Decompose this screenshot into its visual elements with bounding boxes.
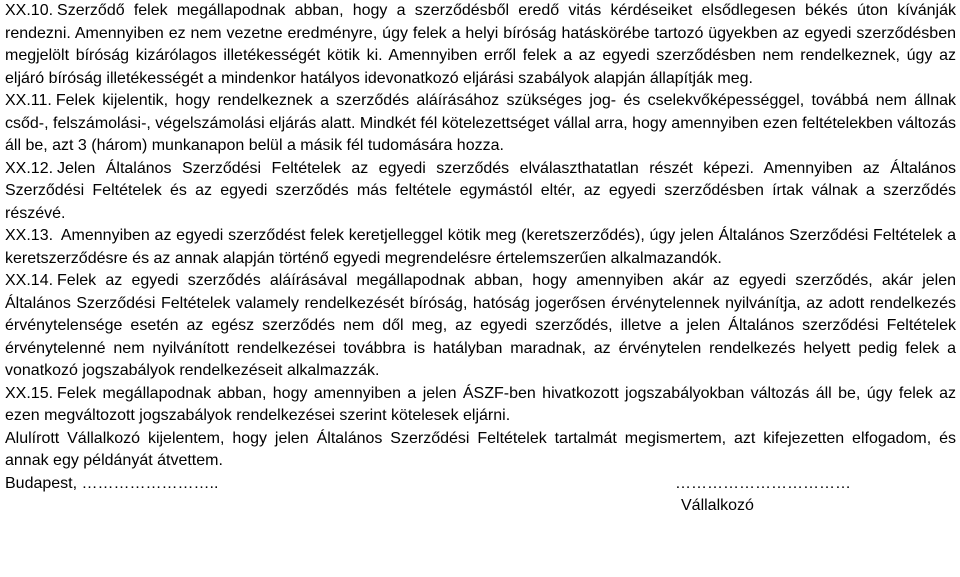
signature-label: Vállalkozó	[681, 496, 754, 514]
clause-number: XX.15.	[5, 384, 54, 402]
declaration-text: Alulírott Vállalkozó kijelentem, hogy jelen Általános Szerződési Feltételek tartalmát megismertem, azt kifejezetten elfogadom, és annak egy példányát átvettem.	[5, 429, 956, 469]
clause-xx14	[5, 270, 956, 383]
signature-block	[5, 473, 956, 517]
clause-xx10	[5, 0, 956, 90]
place-and-date: Budapest, ……………………..	[5, 474, 219, 492]
clause-number: XX.12.	[5, 159, 54, 177]
clause-number: XX.13.	[5, 227, 54, 244]
clause-xx15	[5, 383, 956, 428]
clause-number: XX.11.	[5, 92, 52, 109]
clause-number: XX.14.	[5, 272, 54, 289]
clause-text: Felek az egyedi szerződés aláírásával megállapodnak abban, hogy amennyiben akár az egyedi szerződés, akár jelen Általános Szerződési Feltételek valamely rendelkezését bíróság, hatóság jogerősen érvénytelennek nyilvánítja, az adott rendelkezés érvénytelensége esetén az egész szerződés nem dől meg, az egyedi szerződés, illetve a jelen Általános szerződési Feltételek érvénytelenné nem nyilvánított rendelkezései továbbra is hatályban maradnak, az érvénytelen rendelkezés helyett pedig felek a vonatkozó jogszabályok rendelkezéseit alkalmazzák.	[5, 272, 956, 379]
clause-text: Felek megállapodnak abban, hogy amennyiben a jelen ÁSZF-ben hivatkozott jogszabályokban változás áll be, úgy felek az ezen megváltozott jogszabályok rendelkezései szerint kötelesek eljárni.	[5, 384, 956, 424]
clause-text: Felek kijelentik, hogy rendelkeznek a szerződés aláírásához szükséges jog- és cselekvőképességgel, továbbá nem állnak csőd-, felszámolási-, végelszámolási eljárás alatt. Mindkét fél kötelezettséget vállal arra, hogy amennyiben ezen feltételekben változás áll be, azt 3 (három) munkanapon belül a másik fél tudomására hozza.	[5, 92, 956, 154]
clause-text: Amennyiben az egyedi szerződést felek keretjelleggel kötik meg (keretszerződés), úgy jelen Általános Szerződési Feltételek a keretszerződésre és az annak alapján történő egyedi megrendelésre értelemszerűen alkalmazandók.	[5, 227, 956, 267]
clause-text: Szerződő felek megállapodnak abban, hogy a szerződésből eredő vitás kérdéseiket elsődlegesen békés úton kívánják rendezni. Amennyiben ez nem vezetne eredményre, úgy felek a helyi bíróság hatáskörébe tartozó ügyekben az egyedi szerződésben megjelölt bíróság kizárólagos illetékességét kötik ki. Amennyiben erről felek a az egyedi szerződésben nem rendelkeznek, úgy az eljáró bíróság illetékességét a mindenkor hatályos idevonatkozó eljárási szabályok alapján állapítják meg.	[5, 2, 956, 87]
document-page	[5, 0, 956, 517]
clause-xx11	[5, 90, 956, 158]
clause-xx12	[5, 158, 956, 226]
clause-number: XX.10.	[5, 2, 54, 19]
clause-xx13	[5, 225, 956, 270]
clause-text: Jelen Általános Szerződési Feltételek az egyedi szerződés elválaszthatatlan részét képezi. Amennyiben az Általános Szerződési Feltételek és az egyedi szerződés más feltétele egymástól eltér, az egyedi szerződésben írtak válnak a szerződés részévé.	[5, 159, 956, 222]
signature-line: ……………………………	[675, 474, 851, 492]
